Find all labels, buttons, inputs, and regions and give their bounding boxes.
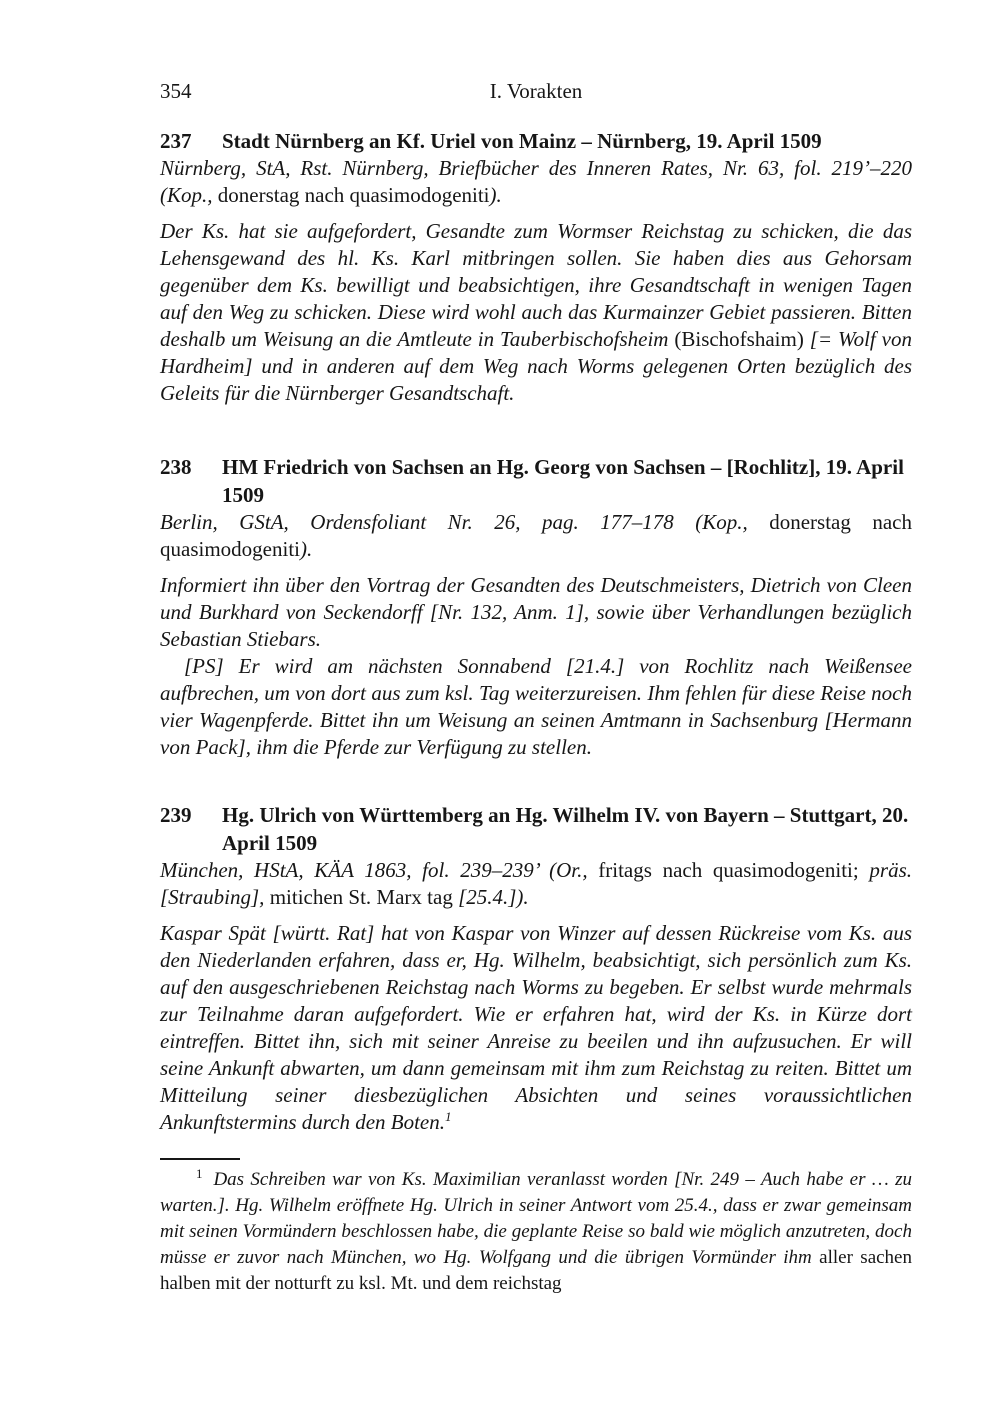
entry-number: 237 bbox=[160, 129, 192, 153]
text-block bbox=[160, 78, 912, 1297]
text-segment: (Bischofshaim) bbox=[674, 327, 804, 351]
text-segment: [= Wolf von Hardheim] und in anderen auf dem Weg nach Worms gelegenen Orten bezüglich des Geleits für die Nürnberger Gesandtschaft. bbox=[160, 327, 912, 405]
footnote-text bbox=[160, 1167, 912, 1297]
entry-heading bbox=[160, 127, 912, 155]
page-number: 354 bbox=[160, 79, 192, 103]
text-segment: Der Ks. hat sie aufgefordert, Gesandte zum Wormser Reichstag zu schicken, die das Lehensgewand des hl. Ks. Karl mitbringen sollen. Sie haben dies aus Gehorsam gegenüber dem Ks. bewilligt und beabsichtigen, ihre Gesandtschaft in wenigen Tagen auf den Weg zu schicken. Diese wird wohl auch das Kurmainzer Gebiet passieren. Bitten deshalb um Weisung an die Amtleute in Tauberbischofsheim bbox=[160, 219, 912, 351]
text-segment: donerstag nach quasimodogeniti bbox=[160, 510, 912, 561]
footnote-block bbox=[160, 1158, 912, 1297]
text-segment: Nürnberg, StA, Rst. Nürnberg, Briefbücher des Inneren Rates, Nr. 63, fol. 219’–220 (Kop., bbox=[160, 156, 912, 207]
source-citation bbox=[160, 857, 912, 911]
summary-paragraph bbox=[160, 572, 912, 653]
text-segment: Informiert ihn über den Vortrag der Gesandten des Deutschmeisters, Dietrich von Cleen und Burkhard von Seckendorff [Nr. 132, Anm. 1], sowie über Verhandlungen bezüglich Sebastian Stiebars. bbox=[160, 573, 912, 651]
entry-title: Hg. Ulrich von Württemberg an Hg. Wilhelm IV. von Bayern – Stuttgart, 20. April 1509 bbox=[222, 803, 909, 855]
entry-summary bbox=[160, 218, 912, 407]
text-segment: 1 bbox=[445, 1109, 452, 1124]
text-segment: mitichen St. Marx tag bbox=[269, 885, 459, 909]
entry-heading bbox=[160, 453, 912, 509]
footnote-separator-rule bbox=[160, 1158, 240, 1160]
summary-paragraph bbox=[160, 920, 912, 1136]
text-segment: München, HStA, KÄA 1863, fol. 239–239’ (Or., bbox=[160, 858, 599, 882]
footnote-body bbox=[160, 1169, 912, 1294]
entry-heading bbox=[160, 801, 912, 857]
text-segment: Berlin, GStA, Ordensfoliant Nr. 26, pag. 177–178 (Kop., bbox=[160, 510, 770, 534]
text-segment: Kaspar Spät [württ. Rat] hat von Kaspar von Winzer auf dessen Rückreise vom Ks. aus den Niederlanden erfahren, dass er, Hg. Wilhelm, beabsichtigt, sich persönlich zum Ks. auf den ausgeschriebenen Reichstag nach Worms zu begeben. Er selbst wurde mehrmals zur Teilnahme daran aufgefordert. Wie er erfahren hat, wird der Ks. in Kürze dort eintreffen. Bittet ihn, sich mit seiner Anreise zu beeilen und ihn aufzusuchen. Er will seine Ankunft abwarten, um dann gemeinsam mit ihm zum Reichstag zu reiten. Bittet um Mitteilung seiner diesbezüglichen Absichten und seines voraussichtlichen Ankunftstermins durch den Boten. bbox=[160, 921, 912, 1134]
text-segment: ). bbox=[300, 537, 313, 561]
text-segment: donerstag nach quasimodogeniti bbox=[217, 183, 490, 207]
entry-summary bbox=[160, 572, 912, 761]
entry-237 bbox=[160, 127, 912, 407]
source-citation bbox=[160, 509, 912, 563]
text-segment: aller sachen halben mit der notturft zu ksl. Mt. und dem reichstag bbox=[160, 1247, 912, 1294]
entry-number: 239 bbox=[160, 803, 192, 827]
footnote-marker: 1 bbox=[196, 1165, 203, 1181]
running-header-title: I. Vorakten bbox=[489, 79, 583, 103]
text-segment: ). bbox=[489, 183, 502, 207]
summary-paragraph bbox=[160, 653, 912, 761]
running-header bbox=[160, 78, 912, 105]
text-segment: Das Schreiben war von Ks. Maximilian veranlasst worden [Nr. 249 – Auch habe er … zu warten.]. Hg. Wilhelm eröffnete Hg. Ulrich in seiner Antwort vom 25.4., dass er zwar gemeinsam mit seinen Vormündern beschlossen habe, die geplante Reise so bald wie möglich anzutreten, doch müsse er zuvor nach München, wo Hg. Wolfgang und die übrigen Vormünder ihm bbox=[160, 1169, 912, 1268]
text-segment: fritags nach quasimodogeniti; bbox=[598, 858, 870, 882]
entry-number: 238 bbox=[160, 455, 192, 479]
entry-238 bbox=[160, 453, 912, 761]
entry-239 bbox=[160, 801, 912, 1136]
summary-paragraph bbox=[160, 218, 912, 407]
source-citation bbox=[160, 155, 912, 209]
entry-summary bbox=[160, 920, 912, 1136]
text-segment: [25.4.]). bbox=[458, 885, 529, 909]
entry-title: Stadt Nürnberg an Kf. Uriel von Mainz – Nürnberg, 19. April 1509 bbox=[222, 129, 822, 153]
text-segment: [PS] Er wird am nächsten Sonnabend [21.4.] von Rochlitz nach Weißensee aufbrechen, um von dort aus zum ksl. Tag weiterzureisen. Ihm fehlen für diese Reise noch vier Wagenpferde. Bittet ihn um Weisung an seinen Amtmann in Sachsenburg [Hermann von Pack], ihm die Pferde zur Verfügung zu stellen. bbox=[160, 654, 912, 759]
text-segment: präs. [Straubing], bbox=[160, 858, 912, 909]
entry-title: HM Friedrich von Sachsen an Hg. Georg von Sachsen – [Rochlitz], 19. April 1509 bbox=[222, 455, 904, 507]
